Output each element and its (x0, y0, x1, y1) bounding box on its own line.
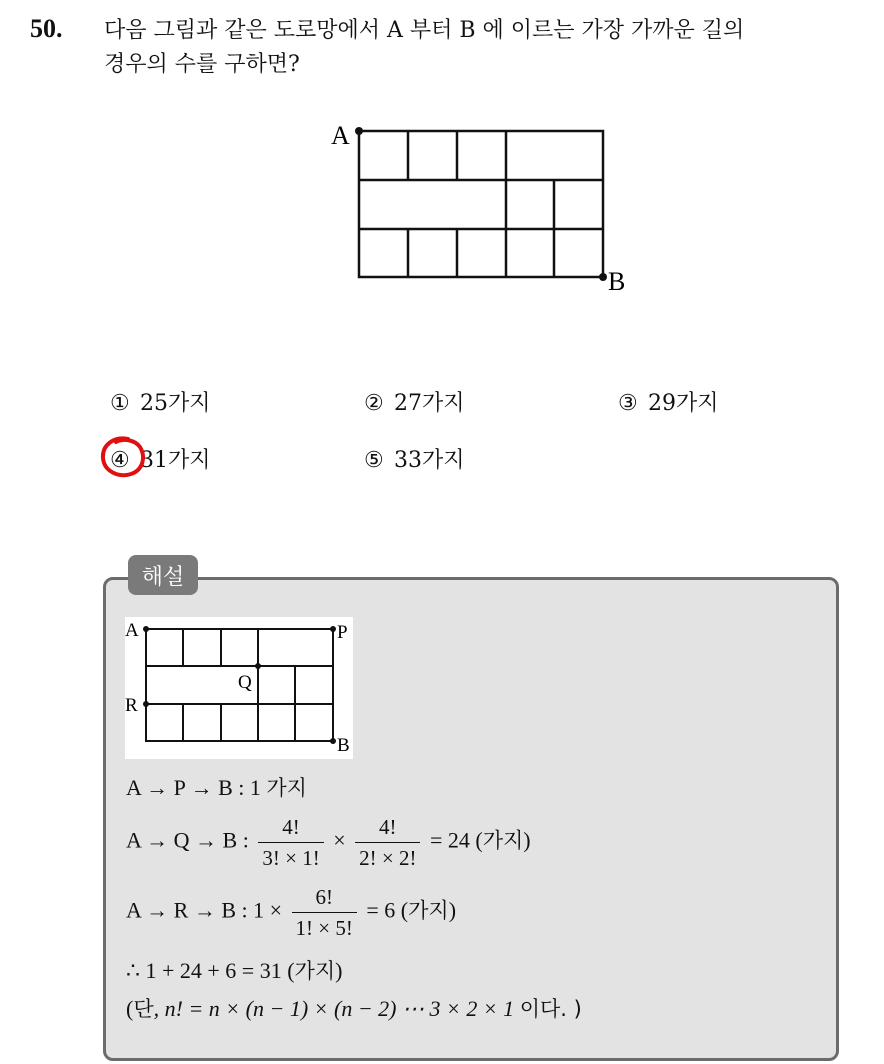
choice-3[interactable] (618, 386, 719, 417)
question-text (104, 14, 874, 82)
label-b: B (608, 267, 626, 296)
question-line-1: 다음 그림과 같은 도로망에서 A 부터 B 에 이르는 가장 가까운 길의 (104, 18, 745, 43)
sol-label-p: P (337, 622, 348, 643)
choice-2-text: 27가지 (394, 391, 465, 416)
solution-line-2 (126, 814, 531, 871)
choice-3-number: ③ (618, 391, 638, 416)
sol2-expr: A → Q → B : (126, 827, 255, 853)
sol-label-q: Q (238, 672, 252, 693)
choice-4-number: ④ (110, 448, 130, 473)
solution-tag: 해설 (128, 555, 198, 595)
question-line-2: 경우의 수를 구하면? (104, 52, 300, 77)
sol3-result: = 6 ( (366, 897, 409, 923)
sol2-fraction-1: $\frac{4!}{3! \times 1!}$ (258, 814, 323, 871)
sol-label-r: R (125, 695, 138, 716)
choice-1-number: ① (110, 391, 130, 416)
choice-5-number: ⑤ (364, 448, 384, 473)
sol2-result: = 24 ( (429, 827, 483, 853)
sol2-fraction-2: $\frac{4!}{2! \times 2!}$ (355, 814, 420, 871)
choice-5[interactable] (364, 443, 465, 474)
point-b-dot (599, 273, 607, 281)
solution-line-5 (126, 993, 582, 1023)
road-outline (359, 131, 603, 277)
sol-point-a (143, 626, 149, 632)
sol3-close: ) (448, 897, 457, 923)
choice-3-text: 29가지 (648, 391, 719, 416)
sol4-close: ) (335, 958, 343, 983)
solution-line-1 (126, 772, 307, 802)
choice-2-number: ② (364, 391, 384, 416)
choice-5-text: 33가지 (394, 448, 465, 473)
sol-point-q (255, 663, 261, 669)
choice-2[interactable] (364, 386, 465, 417)
answer-circle-mark (98, 433, 150, 485)
solution-line-4 (126, 955, 342, 985)
choice-1[interactable] (110, 386, 211, 417)
sol2-close: ) (523, 827, 531, 853)
sol-point-r (143, 701, 149, 707)
sol-label-b: B (337, 735, 350, 756)
point-a-dot (355, 127, 363, 135)
solution-line-3 (126, 884, 456, 941)
label-a: A (331, 121, 350, 150)
sol4-unit: 가지 (294, 959, 336, 983)
question-number: 50. (30, 14, 63, 43)
sol-label-a: A (125, 620, 139, 641)
sol-point-p (330, 626, 336, 632)
sol5-tail: 이다. ) (519, 997, 582, 1021)
sol1-expr: A → P → B : 1 (126, 775, 267, 800)
sol5-dan: 단 (133, 997, 154, 1021)
sol2-unit: 가지 (482, 828, 524, 853)
choice-4-text: 31가지 (140, 448, 211, 473)
sol5-expr: , n! = n × (n − 1) × (n − 2) ⋯ 3 × 2 × 1 (153, 996, 520, 1021)
sol3-fraction: $\frac{6!}{1! \times 5!}$ (292, 884, 357, 941)
sol2-times: × (333, 827, 346, 853)
sol1-unit: 가지 (266, 776, 307, 800)
sol5-open: ( (126, 996, 134, 1021)
sol4-expr: ∴ 1 + 24 + 6 = 31 ( (126, 958, 295, 983)
sol-point-b (330, 738, 336, 744)
sol3-expr: A → R → B : 1 × (126, 897, 283, 923)
solution-figure (125, 617, 353, 763)
road-network-figure (325, 112, 645, 301)
choice-1-text: 25가지 (140, 391, 211, 416)
sol3-unit: 가지 (408, 898, 449, 923)
